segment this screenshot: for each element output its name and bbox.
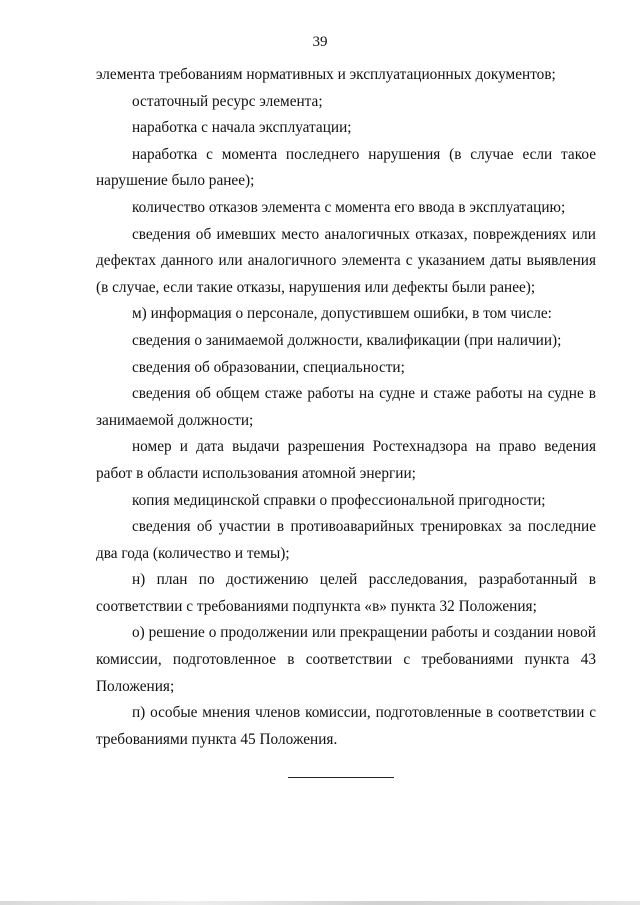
paragraph-work-experience: сведения об общем стаже работы на судне и стаже работы на судне в занимаемой должности; bbox=[96, 385, 596, 429]
paragraph-item-n-investigation-plan: н) план по достижению целей расследования, разработанный в соответствии с требованиями подпункта «в» пункта 32 Положения; bbox=[96, 571, 596, 615]
paragraph-item-p-special-opinions: п) особые мнения членов комиссии, подготовленные в соответствии с требованиями пункта 45 Положения. bbox=[96, 704, 596, 748]
scan-bottom-edge bbox=[0, 901, 640, 905]
paragraph-operating-time-start: наработка с начала эксплуатации; bbox=[132, 119, 352, 137]
paragraph-operating-time-last-violation: наработка с момента последнего нарушения (в случае если такое нарушение было ранее); bbox=[96, 145, 596, 190]
paragraph-residual-resource: остаточный ресурс элемента; bbox=[132, 92, 323, 110]
page-number: 39 bbox=[312, 34, 328, 50]
paragraph-emergency-drills: сведения об участии в противоаварийных тренировках за последние два года (количество и темы); bbox=[96, 518, 596, 562]
document-body bbox=[96, 62, 596, 753]
paragraph-rostekhnadzor-permit: номер и дата выдачи разрешения Ростехнадзора на право ведения работ в области использования атомной энергии; bbox=[96, 438, 596, 482]
paragraph-medical-certificate: копия медицинской справки о профессиональной пригодности; bbox=[132, 491, 546, 509]
closing-divider bbox=[288, 777, 394, 778]
paragraph-position-qualification: сведения о занимаемой должности, квалификации (при наличии); bbox=[132, 331, 562, 349]
paragraph-item-o-decision: о) решение о продолжении или прекращении работы и создании новой комиссии, подготовленное в соответствии с требованиями пункта 43 Положения; bbox=[96, 624, 596, 695]
paragraph-failure-count: количество отказов элемента с момента его ввода в эксплуатацию; bbox=[132, 198, 566, 216]
paragraph-continuation: элемента требованиям нормативных и эксплуатационных документов; bbox=[96, 66, 556, 83]
paragraph-item-m-personnel: м) информация о персонале, допустившем ошибки, в том числе: bbox=[132, 305, 552, 323]
paragraph-education: сведения об образовании, специальности; bbox=[132, 358, 405, 376]
paragraph-similar-failures: сведения об имевших место аналогичных отказах, повреждениях или дефектах данного или аналогичного элемента с указанием даты выявления (в случае, если такие отказы, нарушения или дефекты были ранее); bbox=[96, 225, 596, 296]
